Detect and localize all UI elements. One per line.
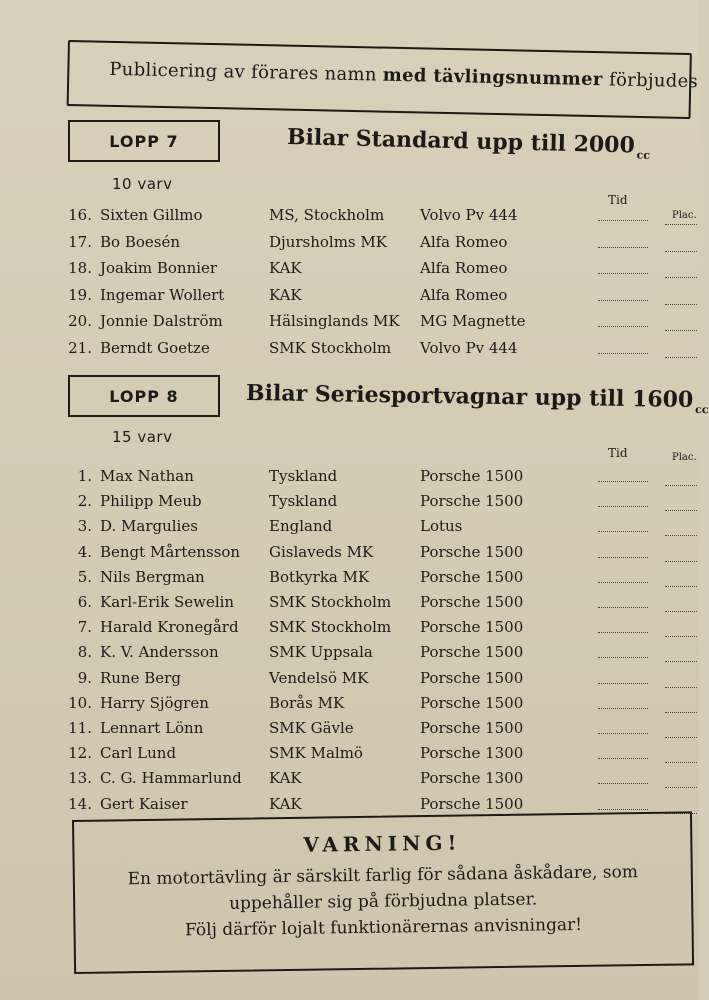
club-name: SMK Gävle [269, 719, 354, 737]
car-model: Porsche 1500 [420, 618, 524, 637]
race-8-title [245, 380, 709, 417]
driver-name: Nils Bergman [100, 567, 205, 586]
entry-number: 1. [77, 467, 92, 485]
entry-row [60, 467, 700, 491]
place-blank-line [665, 251, 697, 252]
entry-number: 7. [77, 618, 92, 637]
driver-name: Rune Berg [100, 668, 181, 687]
entry-number: 14. [68, 794, 92, 813]
place-blank-line [665, 737, 697, 738]
race-7-title-text: Bilar Standard upp till 2000 [286, 124, 636, 159]
race-8-unit: cc [695, 403, 709, 417]
car-model: Porsche 1500 [420, 719, 524, 737]
place-blank-line [665, 712, 697, 713]
club-name: England [269, 517, 333, 536]
club-name: KAK [269, 794, 302, 813]
race-8-place-header: Plac. [672, 452, 697, 463]
entry-row [60, 312, 700, 336]
entry-row [60, 339, 700, 363]
driver-name: Max Nathan [100, 467, 194, 485]
entry-row [60, 618, 700, 642]
place-blank-line [665, 561, 697, 562]
place-blank-line [665, 277, 697, 278]
place-blank-line [665, 687, 697, 688]
place-blank-line [665, 485, 697, 486]
time-blank-line [598, 506, 648, 507]
entry-number: 2. [77, 492, 92, 511]
entry-row [60, 719, 700, 743]
club-name: SMK Stockholm [269, 338, 392, 357]
car-model: Porsche 1500 [420, 668, 524, 687]
entry-row [60, 744, 700, 768]
time-blank-line [598, 326, 648, 327]
race-8-laps: 15 varv [112, 428, 173, 446]
time-blank-line [598, 353, 648, 354]
entry-row [60, 593, 700, 617]
driver-name: Ingemar Wollert [100, 285, 225, 304]
warning-line-3: Följ därför lojalt funktionärernas anvisningar! [184, 914, 583, 941]
entry-number: 21. [68, 338, 92, 357]
car-model: Porsche 1500 [420, 593, 524, 611]
entry-row [60, 517, 700, 541]
race-7-time-header: Tid [608, 193, 628, 207]
car-model: MG Magnette [420, 312, 526, 330]
car-model: Porsche 1500 [420, 567, 524, 586]
warning-title: VARNING! [303, 830, 462, 857]
club-name: MS, Stockholm [269, 206, 385, 224]
entry-row [60, 669, 700, 693]
driver-name: Berndt Goetze [100, 338, 210, 357]
publication-notice-text [109, 59, 698, 92]
time-blank-line [598, 300, 648, 301]
time-blank-line [598, 809, 648, 810]
club-name: Djursholms MK [269, 232, 387, 251]
time-blank-line [598, 557, 648, 558]
race-7-label-box [68, 120, 220, 162]
club-name: Gislaveds MK [269, 542, 374, 561]
entry-row [60, 206, 700, 230]
driver-name: Harry Sjögren [100, 693, 209, 712]
driver-name: C. G. Hammarlund [100, 769, 242, 788]
place-blank-line [665, 787, 697, 788]
club-name: Botkyrka MK [269, 567, 370, 586]
driver-name: Sixten Gillmo [100, 206, 203, 224]
entry-row [60, 543, 700, 567]
car-model: Porsche 1300 [420, 744, 524, 763]
driver-name: Bo Boesén [100, 232, 180, 251]
race-7-laps: 10 varv [112, 175, 173, 193]
club-name: Tyskland [269, 467, 338, 485]
entry-number: 9. [77, 668, 92, 687]
place-blank-line [665, 224, 697, 225]
driver-name: D. Margulies [100, 517, 198, 536]
warning-box [72, 811, 694, 974]
place-blank-line [665, 586, 697, 587]
race-8-title-text: Bilar Seriesportvagnar upp till 1600 [245, 380, 694, 414]
race-8-label-box [68, 375, 220, 417]
entry-row [60, 233, 700, 257]
driver-name: Lennart Lönn [100, 719, 204, 737]
place-blank-line [665, 357, 697, 358]
driver-name: Gert Kaiser [100, 794, 188, 813]
time-blank-line [598, 582, 648, 583]
entry-number: 18. [68, 259, 92, 277]
club-name: Vendelsö MK [269, 668, 369, 687]
race-7-title [286, 124, 651, 162]
entry-number: 16. [68, 206, 92, 224]
entry-row [60, 694, 700, 718]
club-name: SMK Stockholm [269, 593, 392, 611]
notice-regular: Publicering av förares namn [109, 58, 384, 86]
car-model: Porsche 1500 [420, 492, 524, 511]
entry-row [60, 492, 700, 516]
time-blank-line [598, 758, 648, 759]
notice-bold: med tävlingsnummer [382, 64, 610, 91]
time-blank-line [598, 708, 648, 709]
entry-number: 6. [77, 593, 92, 611]
driver-name: Karl-Erik Sewelin [100, 593, 235, 611]
entry-row [60, 568, 700, 592]
place-blank-line [665, 510, 697, 511]
place-blank-line [665, 636, 697, 637]
entry-number: 4. [77, 542, 92, 561]
driver-name: Philipp Meub [100, 492, 202, 511]
time-blank-line [598, 273, 648, 274]
driver-name: Jonnie Dalström [100, 312, 223, 330]
race-7-label: LOPP 7 [109, 131, 179, 151]
driver-name: Harald Kronegård [100, 618, 239, 637]
place-blank-line [665, 304, 697, 305]
entry-number: 17. [68, 232, 92, 251]
publication-notice-banner [67, 40, 699, 119]
car-model: Porsche 1500 [420, 794, 524, 813]
entry-number: 11. [68, 719, 92, 737]
time-blank-line [598, 607, 648, 608]
driver-name: Joakim Bonnier [100, 259, 218, 277]
notice-end: förbjudes [608, 69, 699, 93]
entry-number: 10. [68, 693, 92, 712]
race-8-time-header: Tid [608, 446, 628, 460]
entry-row [60, 643, 700, 667]
car-model: Lotus [420, 517, 463, 536]
entry-row [60, 259, 700, 283]
entry-row [60, 286, 700, 310]
entry-number: 3. [77, 517, 92, 536]
driver-name: K. V. Andersson [100, 643, 219, 662]
club-name: SMK Stockholm [269, 618, 392, 637]
race-7-place-header: Plac. [672, 210, 697, 221]
car-model: Porsche 1500 [420, 693, 524, 712]
club-name: KAK [269, 285, 302, 304]
time-blank-line [598, 783, 648, 784]
place-blank-line [665, 330, 697, 331]
race-7-unit: cc [636, 148, 651, 162]
entry-number: 19. [68, 285, 92, 304]
car-model: Porsche 1500 [420, 643, 524, 662]
warning-line-1: En motortävling är särskilt farlig för sådana åskådare, som [127, 862, 639, 890]
entry-number: 5. [77, 567, 92, 586]
car-model: Porsche 1500 [420, 467, 524, 485]
time-blank-line [598, 632, 648, 633]
entry-number: 8. [77, 643, 92, 662]
place-blank-line [665, 535, 697, 536]
car-model: Alfa Romeo [420, 259, 508, 277]
time-blank-line [598, 481, 648, 482]
time-blank-line [598, 683, 648, 684]
car-model: Porsche 1300 [420, 769, 524, 788]
club-name: SMK Malmö [269, 744, 363, 763]
club-name: SMK Uppsala [269, 643, 373, 662]
car-model: Volvo Pv 444 [420, 338, 518, 357]
entry-number: 20. [68, 312, 92, 330]
entry-number: 12. [68, 744, 92, 763]
entry-number: 13. [68, 769, 92, 788]
car-model: Alfa Romeo [420, 285, 508, 304]
time-blank-line [598, 733, 648, 734]
place-blank-line [665, 611, 697, 612]
time-blank-line [598, 657, 648, 658]
place-blank-line [665, 762, 697, 763]
club-name: Borås MK [269, 693, 345, 712]
club-name: Hälsinglands MK [269, 312, 400, 330]
driver-name: Bengt Mårtensson [100, 542, 241, 561]
club-name: KAK [269, 259, 302, 277]
car-model: Porsche 1500 [420, 542, 524, 561]
time-blank-line [598, 247, 648, 248]
race-8-label: LOPP 8 [109, 386, 179, 406]
time-blank-line [598, 531, 648, 532]
warning-line-2: uppehåller sig på förbjudna platser. [229, 889, 538, 914]
place-blank-line [665, 661, 697, 662]
entry-row [60, 769, 700, 793]
club-name: KAK [269, 769, 302, 788]
car-model: Alfa Romeo [420, 232, 508, 251]
car-model: Volvo Pv 444 [420, 206, 518, 224]
driver-name: Carl Lund [100, 744, 177, 763]
time-blank-line [598, 220, 648, 221]
club-name: Tyskland [269, 492, 338, 511]
